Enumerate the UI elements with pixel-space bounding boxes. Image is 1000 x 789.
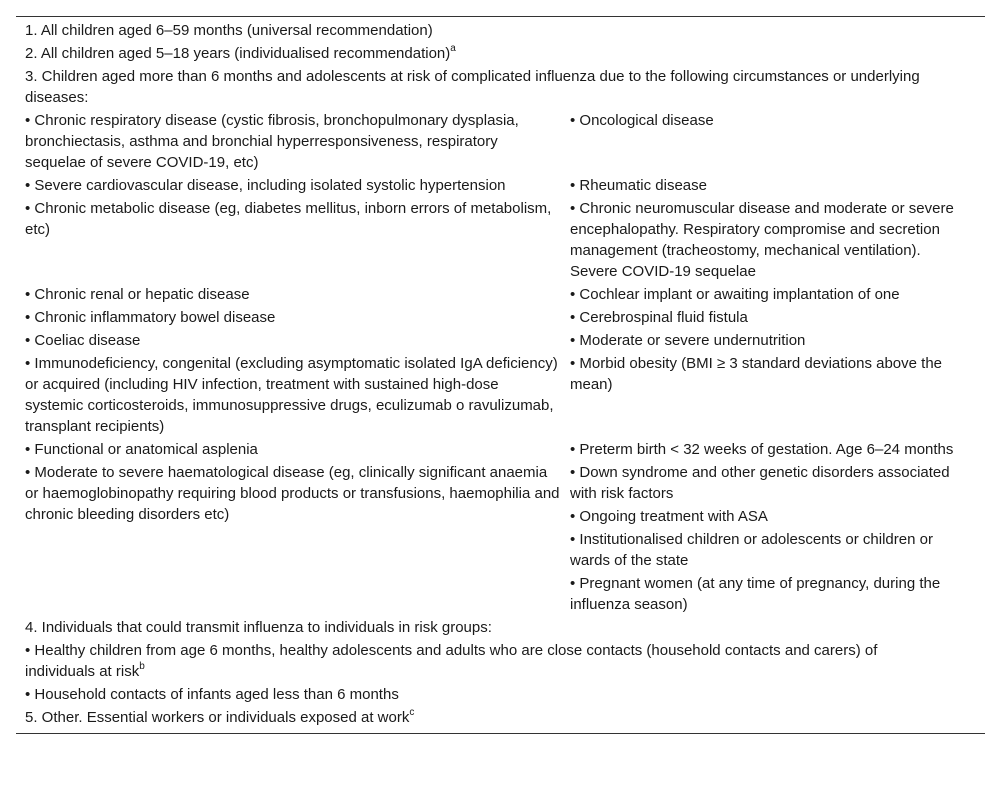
- condition-right: • Ongoing treatment with ASA: [570, 508, 768, 525]
- table-row: [16, 439, 985, 460]
- condition-left: • Moderate to severe haematological disease (eg, clinically significant anaemia or haemoglobinopathy requiring blood products or transfusions, haemophilia and chronic bleeding disorders etc): [25, 464, 560, 523]
- condition-right: • Institutionalised children or adolescents or children or wards of the state: [570, 531, 933, 569]
- item-5: 5. Other. Essential workers or individuals exposed at work$^c$: [25, 707, 415, 726]
- footnote-b: b: [139, 661, 145, 672]
- condition-right: • Down syndrome and other genetic disorders associated with risk factors: [570, 464, 950, 502]
- condition-left: • Functional or anatomical asplenia: [25, 441, 258, 458]
- table-row: [16, 110, 985, 173]
- table-row: [16, 198, 985, 282]
- item-1: 1. All children aged 6–59 months (universal recommendation): [25, 22, 433, 39]
- condition-right: • Chronic neuromuscular disease and moderate or severe encephalopathy. Respiratory compromise and secretion management (tracheostomy, mechanical ventilation). Severe COVID-19 sequelae: [570, 200, 954, 280]
- condition-left: • Chronic metabolic disease (eg, diabetes mellitus, inborn errors of metabolism, etc): [25, 200, 552, 238]
- table-row: [16, 284, 985, 305]
- item-4a: • Healthy children from age 6 months, healthy adolescents and adults who are close contacts (household contacts and carers) of individuals at risk$^b$: [25, 642, 878, 680]
- table-row: [16, 640, 985, 682]
- table-row: [16, 330, 985, 351]
- table-row: [16, 20, 985, 41]
- table-row: [16, 707, 985, 728]
- table-row: [16, 175, 985, 196]
- table-row: [16, 66, 985, 108]
- condition-right: • Cerebrospinal fluid fistula: [570, 309, 748, 326]
- table-row: [16, 462, 985, 615]
- item-3: 3. Children aged more than 6 months and adolescents at risk of complicated influenza due to the following circumstances or underlying diseases:: [25, 68, 920, 106]
- footnote-c: c: [409, 707, 415, 718]
- condition-right: • Cochlear implant or awaiting implantation of one: [570, 286, 900, 303]
- item-4: 4. Individuals that could transmit influenza to individuals in risk groups:: [25, 619, 492, 636]
- condition-right: • Rheumatic disease: [570, 177, 707, 194]
- condition-left: • Chronic respiratory disease (cystic fibrosis, bronchopulmonary dysplasia, bronchiectasis, asthma and bronchial hyperresponsiveness, respiratory sequelae of severe COVID-19, etc): [25, 112, 519, 171]
- table-row: [16, 43, 985, 64]
- table-row: [16, 307, 985, 328]
- condition-left: • Chronic inflammatory bowel disease: [25, 309, 276, 326]
- condition-right: • Morbid obesity (BMI ≥ 3 standard deviations above the mean): [570, 355, 943, 393]
- item-2: 2. All children aged 5–18 years (individualised recommendation)$^a$: [25, 43, 456, 62]
- condition-left: • Severe cardiovascular disease, including isolated systolic hypertension: [25, 177, 506, 194]
- condition-right: • Preterm birth < 32 weeks of gestation. Age 6–24 months: [570, 441, 954, 458]
- table-row: [16, 684, 985, 705]
- recommendations-table: [16, 16, 985, 734]
- condition-left: • Immunodeficiency, congenital (excluding asymptomatic isolated IgA deficiency) or acquired (including HIV infection, treatment with sustained high-dose systemic corticosteroids, immunosuppressive drugs, eculizumab o ravulizumab, transplant recipients): [25, 355, 558, 435]
- table-row: [16, 617, 985, 638]
- condition-right-group: [561, 462, 960, 615]
- item-4b: • Household contacts of infants aged less than 6 months: [25, 686, 399, 703]
- condition-right: • Oncological disease: [570, 112, 714, 129]
- table-row: [16, 353, 985, 437]
- condition-right: • Pregnant women (at any time of pregnancy, during the influenza season): [570, 575, 941, 613]
- footnote-a: a: [450, 43, 456, 54]
- condition-right: • Moderate or severe undernutrition: [570, 332, 806, 349]
- condition-left: • Chronic renal or hepatic disease: [25, 286, 250, 303]
- condition-left: • Coeliac disease: [25, 332, 141, 349]
